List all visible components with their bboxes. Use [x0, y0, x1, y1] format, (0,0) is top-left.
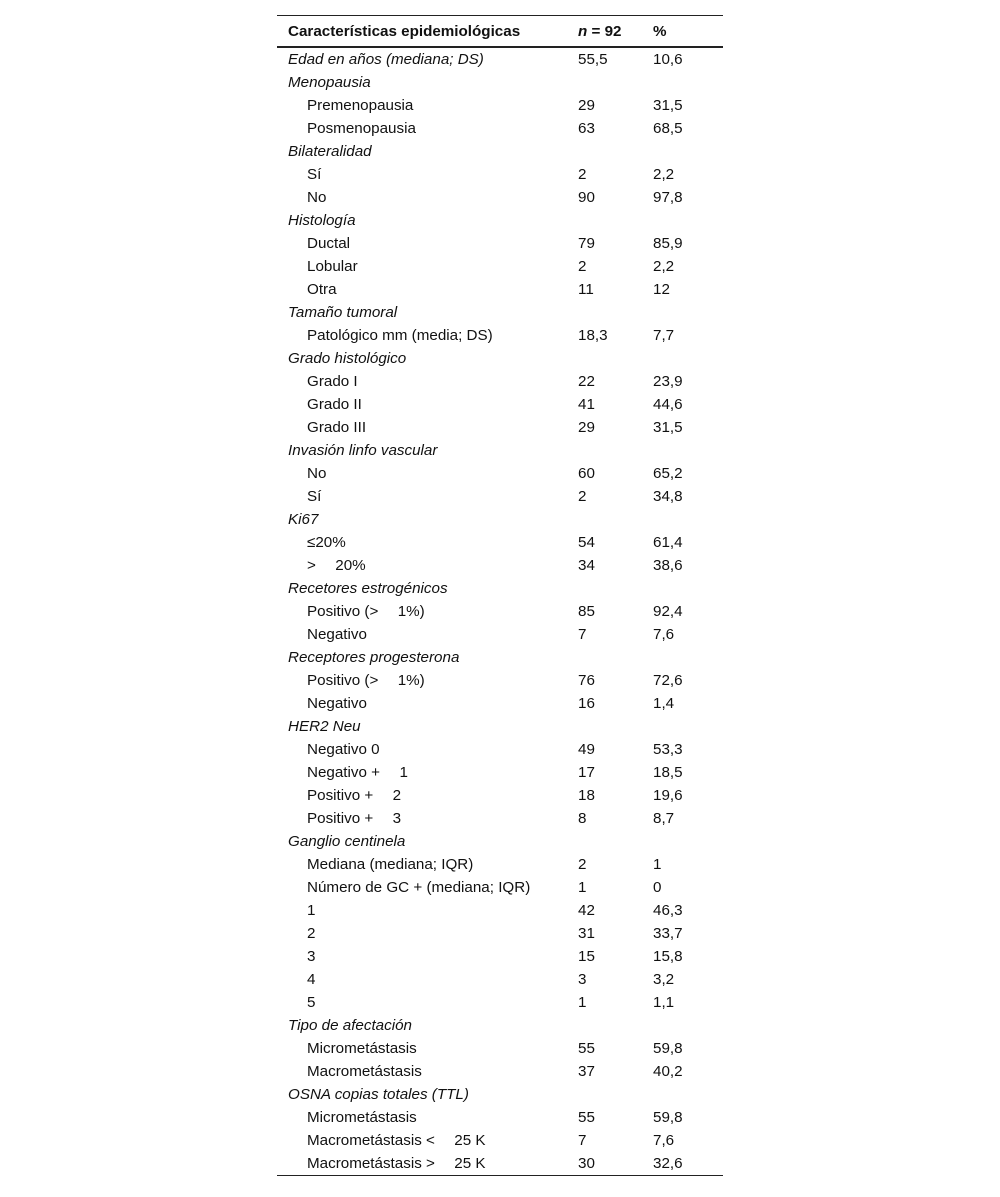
header-n-total: = 92: [587, 22, 622, 40]
table-section-row: [277, 508, 723, 531]
row-percent-value: 15,8: [653, 948, 683, 965]
table-row: [277, 807, 723, 830]
table-row: [277, 784, 723, 807]
table-row: [277, 968, 723, 991]
row-n-value: 2: [578, 488, 587, 505]
row-n-value: 29: [578, 97, 595, 114]
row-label: Grado III: [307, 419, 367, 436]
row-percent-value: 31,5: [653, 97, 683, 114]
row-n-value: 85: [578, 603, 595, 620]
row-percent-value: 72,6: [653, 672, 683, 689]
row-n-value: 37: [578, 1063, 595, 1080]
row-percent-value: 97,8: [653, 189, 683, 206]
table-section-row: [277, 830, 723, 853]
table-header: [277, 16, 723, 48]
row-label: Ductal: [307, 235, 351, 252]
row-n-value: 16: [578, 695, 595, 712]
row-label: Grado II: [307, 396, 362, 413]
section-label: Receptores progesterona: [288, 649, 460, 666]
table-row: [277, 1152, 723, 1176]
row-n-value: 3: [578, 971, 587, 988]
row-n-value: 18: [578, 787, 595, 804]
table-section-row: [277, 439, 723, 462]
row-n-value: 30: [572, 1152, 647, 1176]
row-n-value: 2: [578, 258, 587, 275]
row-percent-value: 59,8: [653, 1109, 683, 1126]
row-percent-value: 0: [653, 879, 662, 896]
row-percent-value: [647, 715, 723, 738]
row-n-value: 29: [578, 419, 595, 436]
table-body: [277, 47, 723, 1176]
row-n-value: 90: [578, 189, 595, 206]
row-label: Lobular: [307, 258, 358, 275]
row-n-value: 55,5: [578, 51, 608, 68]
table-row: [277, 416, 723, 439]
row-n-value: [572, 508, 647, 531]
row-percent-value: 18,5: [653, 764, 683, 781]
row-percent-value: 1,4: [653, 695, 675, 712]
table-section-row: [277, 715, 723, 738]
section-label: Tamaño tumoral: [288, 304, 398, 321]
row-percent-value: 53,3: [653, 741, 683, 758]
row-percent-value: 85,9: [653, 235, 683, 252]
section-label: Histología: [288, 212, 356, 229]
row-label: 1: [307, 902, 316, 919]
table-row: [277, 669, 723, 692]
row-n-value: 54: [578, 534, 595, 551]
row-n-value: 31: [578, 925, 595, 942]
row-percent-value: 44,6: [653, 396, 683, 413]
row-percent-value: [647, 347, 723, 370]
row-n-value: 1: [578, 879, 587, 896]
header-percent: %: [653, 22, 667, 40]
table-row: [277, 278, 723, 301]
row-n-value: [572, 301, 647, 324]
row-percent-value: 33,7: [653, 925, 683, 942]
row-label: Negativo: [307, 695, 367, 712]
row-n-value: [572, 715, 647, 738]
table-row: [277, 899, 723, 922]
row-label: Premenopausia: [307, 97, 414, 114]
table-row: [277, 600, 723, 623]
row-label: Macrometástasis < 25 K: [307, 1132, 486, 1149]
header-n: [572, 16, 647, 48]
row-percent-value: 59,8: [653, 1040, 683, 1057]
row-n-value: 34: [578, 557, 595, 574]
row-percent-value: 34,8: [653, 488, 683, 505]
section-label: Menopausia: [288, 74, 371, 91]
row-label: Posmenopausia: [307, 120, 416, 137]
row-percent-value: [647, 439, 723, 462]
table-row: [277, 876, 723, 899]
row-percent-value: [647, 1014, 723, 1037]
section-label: Grado histológico: [288, 350, 407, 367]
table-row: [277, 163, 723, 186]
table-section-row: [277, 209, 723, 232]
table-row: [277, 232, 723, 255]
row-n-value: 49: [578, 741, 595, 758]
row-label: Grado I: [307, 373, 358, 390]
section-label: Ki67: [288, 511, 319, 528]
row-label: Número de GC + (mediana; IQR): [307, 879, 531, 896]
row-label: Sí: [307, 488, 322, 505]
table-row: [277, 738, 723, 761]
section-label: Invasión linfo vascular: [288, 442, 438, 459]
section-label: Ganglio centinela: [288, 833, 406, 850]
row-n-value: 17: [578, 764, 595, 781]
row-percent-value: 12: [653, 281, 670, 298]
row-percent-value: 3,2: [653, 971, 675, 988]
table-section-row: [277, 577, 723, 600]
row-percent-value: 38,6: [653, 557, 683, 574]
row-percent-value: 1: [653, 856, 662, 873]
row-n-value: [572, 209, 647, 232]
header-n-symbol: n: [578, 22, 588, 40]
row-percent-value: 46,3: [653, 902, 683, 919]
row-percent-value: 23,9: [653, 373, 683, 390]
row-n-value: 60: [578, 465, 595, 482]
row-percent-value: 92,4: [653, 603, 683, 620]
row-n-value: 55: [578, 1109, 595, 1126]
row-n-value: 22: [578, 373, 595, 390]
row-percent-value: [647, 209, 723, 232]
row-percent-value: 7,6: [653, 626, 675, 643]
row-percent-value: 40,2: [653, 1063, 683, 1080]
table-section-row: [277, 301, 723, 324]
section-label: Tipo de afectación: [288, 1017, 412, 1034]
row-percent-value: 2,2: [653, 258, 675, 275]
section-label: OSNA copias totales (TTL): [288, 1086, 469, 1103]
table-row: [277, 186, 723, 209]
row-percent-value: [647, 830, 723, 853]
row-label: Negativo: [307, 626, 367, 643]
row-label: Micrometástasis: [307, 1040, 417, 1057]
row-label: 2: [307, 925, 316, 942]
row-label: No: [307, 465, 327, 482]
row-label: Positivo + 3: [307, 810, 402, 827]
table-row: [277, 393, 723, 416]
row-n-value: 63: [578, 120, 595, 137]
epidemiology-table-container: [277, 15, 723, 1176]
row-n-value: 7: [578, 626, 587, 643]
table-row: [277, 922, 723, 945]
row-label: Negativo 0: [307, 741, 380, 758]
row-percent-value: 7,7: [653, 327, 675, 344]
table-row: [277, 945, 723, 968]
row-label: Micrometástasis: [307, 1109, 417, 1126]
table-section-row: [277, 1014, 723, 1037]
row-n-value: 8: [578, 810, 587, 827]
row-label: Sí: [307, 166, 322, 183]
section-label: Edad en años (mediana; DS): [288, 51, 484, 68]
table-row: [277, 554, 723, 577]
table-row: [277, 370, 723, 393]
row-n-value: [572, 646, 647, 669]
row-percent-value: 32,6: [647, 1152, 723, 1176]
table-row: [277, 117, 723, 140]
row-n-value: 1: [578, 994, 587, 1011]
row-percent-value: 19,6: [653, 787, 683, 804]
table-row: [277, 1106, 723, 1129]
row-n-value: 79: [578, 235, 595, 252]
table-row: [277, 1129, 723, 1152]
row-percent-value: [647, 301, 723, 324]
row-label: Patológico mm (media; DS): [307, 327, 493, 344]
row-percent-value: 2,2: [653, 166, 675, 183]
row-percent-value: [647, 646, 723, 669]
row-percent-value: [647, 71, 723, 94]
row-n-value: 2: [578, 856, 587, 873]
row-label: > 20%: [307, 557, 366, 574]
table-row: [277, 462, 723, 485]
row-n-value: [572, 71, 647, 94]
table-row: [277, 94, 723, 117]
row-label: Macrometástasis: [307, 1063, 422, 1080]
table-section-row: [277, 646, 723, 669]
row-label: Otra: [307, 281, 337, 298]
row-label: 5: [307, 994, 316, 1011]
row-n-value: 18,3: [578, 327, 608, 344]
row-percent-value: 31,5: [653, 419, 683, 436]
row-n-value: 15: [578, 948, 595, 965]
row-label: 4: [307, 971, 316, 988]
row-n-value: 42: [578, 902, 595, 919]
row-label: Macrometástasis > 25 K: [277, 1152, 572, 1176]
row-n-value: [572, 439, 647, 462]
header-characteristics: Características epidemiológicas: [288, 22, 521, 40]
table-row: [277, 531, 723, 554]
row-label: Negativo + 1: [307, 764, 408, 781]
section-label: HER2 Neu: [288, 718, 361, 735]
table-row: [277, 324, 723, 347]
row-label: Positivo + 2: [307, 787, 402, 804]
row-percent-value: [647, 508, 723, 531]
row-n-value: 76: [578, 672, 595, 689]
table-section-row: [277, 71, 723, 94]
row-n-value: [572, 140, 647, 163]
row-n-value: [572, 1083, 647, 1106]
table-section-row: [277, 47, 723, 71]
row-n-value: [572, 1014, 647, 1037]
table-row: [277, 991, 723, 1014]
row-n-value: [572, 830, 647, 853]
row-n-value: 55: [578, 1040, 595, 1057]
header-row: [277, 16, 723, 48]
table-section-row: [277, 140, 723, 163]
table-section-row: [277, 1083, 723, 1106]
row-percent-value: [647, 140, 723, 163]
table-row: [277, 485, 723, 508]
row-n-value: 2: [578, 166, 587, 183]
table-row: [277, 692, 723, 715]
row-percent-value: [647, 577, 723, 600]
row-percent-value: 61,4: [653, 534, 683, 551]
section-label: Recetores estrogénicos: [288, 580, 448, 597]
table-row: [277, 1037, 723, 1060]
row-label: Positivo (> 1%): [307, 672, 425, 689]
row-percent-value: 65,2: [653, 465, 683, 482]
table-row: [277, 623, 723, 646]
table-section-row: [277, 347, 723, 370]
row-n-value: [572, 577, 647, 600]
row-percent-value: [647, 1083, 723, 1106]
row-percent-value: 68,5: [653, 120, 683, 137]
epidemiology-table: [277, 15, 723, 1176]
table-row: [277, 853, 723, 876]
row-label: 3: [307, 948, 316, 965]
row-n-value: [572, 347, 647, 370]
section-label: Bilateralidad: [288, 143, 372, 160]
row-percent-value: 1,1: [653, 994, 675, 1011]
row-percent-value: 8,7: [653, 810, 675, 827]
row-label: Positivo (> 1%): [307, 603, 425, 620]
row-n-value: 41: [578, 396, 595, 413]
row-n-value: 11: [578, 281, 594, 298]
table-row: [277, 255, 723, 278]
row-n-value: 7: [578, 1132, 587, 1149]
table-row: [277, 1060, 723, 1083]
row-label: ≤20%: [307, 534, 346, 551]
row-percent-value: 7,6: [653, 1132, 675, 1149]
table-row: [277, 761, 723, 784]
row-label: Mediana (mediana; IQR): [307, 856, 474, 873]
row-label: No: [307, 189, 327, 206]
row-percent-value: 10,6: [653, 51, 683, 68]
